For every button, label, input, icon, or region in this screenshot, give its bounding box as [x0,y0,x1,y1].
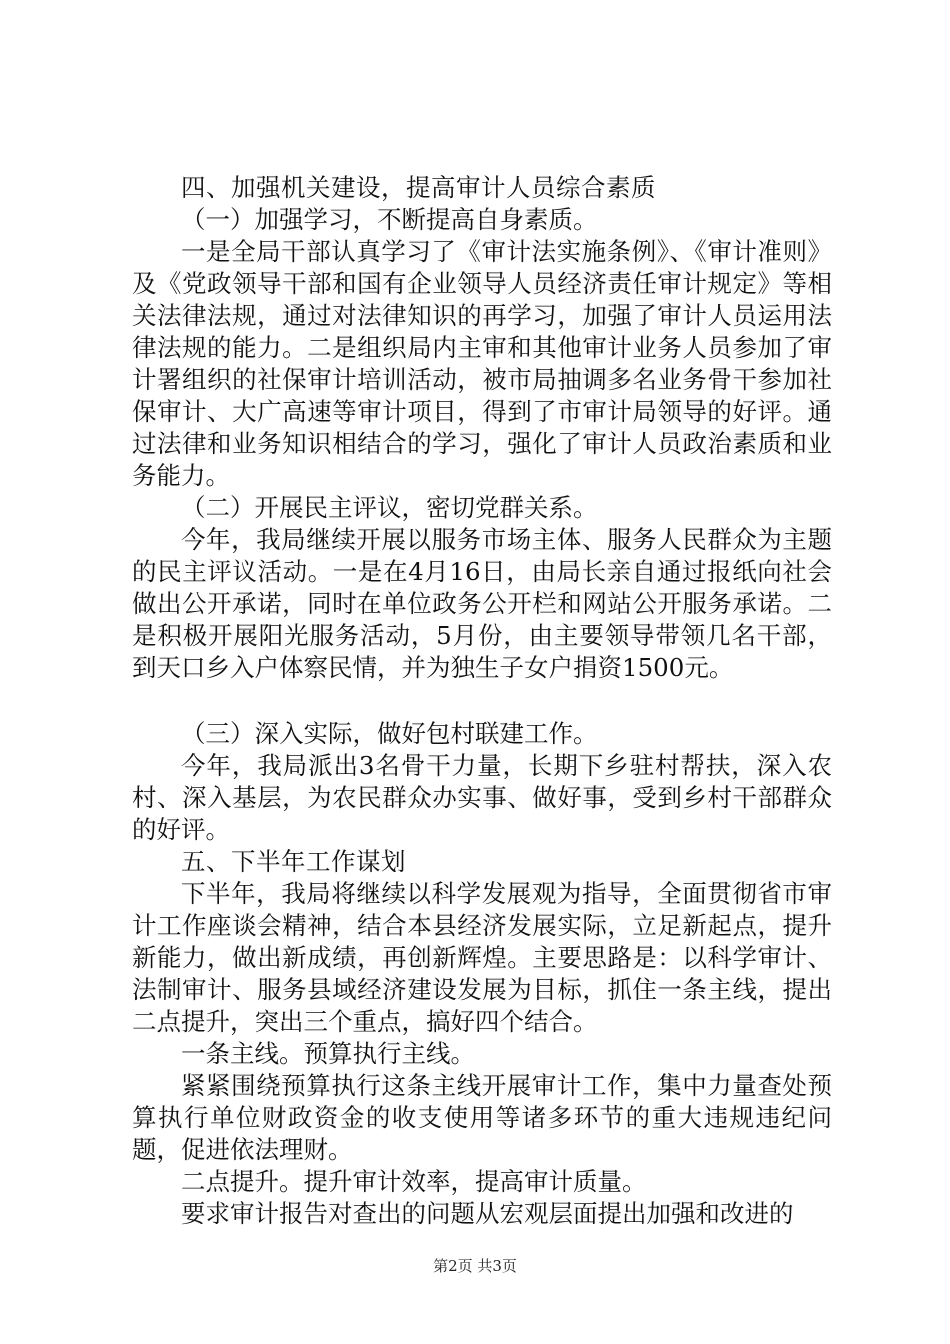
subsection-heading-three: （三）深入实际，做好包村联建工作。 [181,719,598,748]
paragraph-democratic-review: 今年，我局继续开展以服务市场主体、服务人民群众为主题的民主评议活动。一是在4月16日，由局长亲自通过报纸向社会做出公开承诺，同时在单位政务公开栏和网站公开服务承诺。二是积极开展阳光服务活动，5月份，由主要领导带领几名干部，到天口乡入户体察民情，并为独生子女户捐资1500元。 [132,525,832,682]
page-number: 第2页 共3页 [433,1257,517,1275]
paragraph-budget-execution: 紧紧围绕预算执行这条主线开展审计工作，集中力量查处预算执行单位财政资金的收支使用等诸多环节的重大违规违纪问题，促进依法理财。 [132,1071,832,1164]
paragraph-second-half-plan: 下半年，我局将继续以科学发展观为指导，全面贯彻省市审计工作座谈会精神，结合本县经济发展实际，立足新起点，提升新能力，做出新成绩，再创新辉煌。主要思路是：以科学审计、法制审计、服务县域经济建设发展为目标，抓住一条主线，提出二点提升，突出三个重点，搞好四个结合。 [132,879,832,1036]
subsection-heading-two: （二）开展民主评议，密切党群关系。 [181,493,598,522]
section-heading-four: 四、加强机关建设，提高审计人员综合素质 [181,173,656,202]
subsection-heading-one: （一）加强学习，不断提高自身素质。 [181,205,598,234]
document-body [132,172,832,1230]
blank-line [132,684,832,718]
paragraph-one-main-line: 一条主线。预算执行主线。 [181,1039,475,1068]
section-heading-five: 五、下半年工作谋划 [181,847,406,876]
paragraph-two-improvements: 二点提升。提升审计效率，提高审计质量。 [181,1167,647,1196]
paragraph-audit-report: 要求审计报告对查出的问题从宏观层面提出加强和改进的 [181,1199,794,1228]
paragraph-study: 一是全局干部认真学习了《审计法实施条例》、《审计准则》及《党政领导干部和国有企业领导人员经济责任审计规定》等相关法律法规，通过对法律知识的再学习，加强了审计人员运用法律法规的能力。二是组织局内主审和其他审计业务人员参加了审计署组织的社保审计培训活动，被市局抽调多名业务骨干参加社保审计、大广高速等审计项目，得到了市审计局领导的好评。通过法律和业务知识相结合的学习，强化了审计人员政治素质和业务能力。 [132,237,832,490]
paragraph-village-work: 今年，我局派出3名骨干力量，长期下乡驻村帮扶，深入农村、深入基层，为农民群众办实事、做好事，受到乡村干部群众的好评。 [132,751,832,844]
